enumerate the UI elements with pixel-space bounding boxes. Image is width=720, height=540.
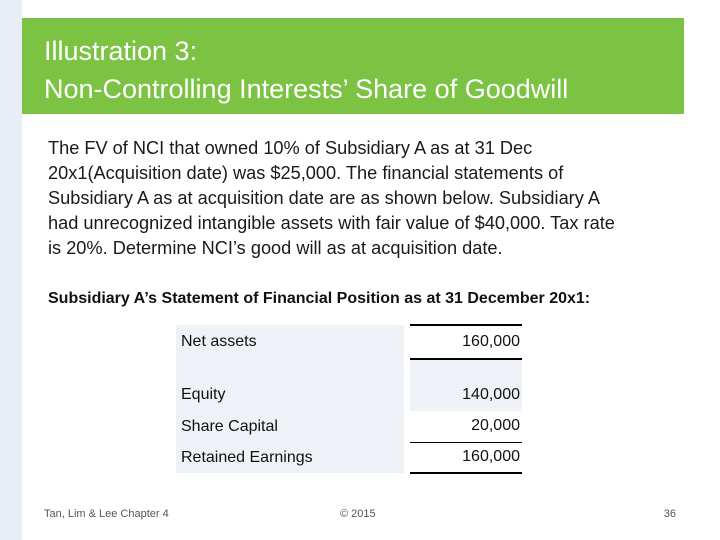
row-label: Retained Earnings [176,442,404,473]
left-accent-stripe [0,0,22,540]
page-number: 36 [663,508,676,520]
footer-source: Tan, Lim & Lee Chapter 4 [44,508,169,520]
intro-line: The FV of NCI that owned 10% of Subsidiary A as at 31 Dec [48,138,533,158]
table-row [176,442,522,473]
intro-line: 20x1(Acquisition date) was $25,000. The financial statements of [48,163,564,183]
row-value [410,359,522,379]
row-label [176,359,404,379]
table-heading: Subsidiary A’s Statement of Financial Position as at 31 December 20x1: [48,290,591,307]
financial-position-table [176,324,522,474]
table-row [176,379,522,411]
row-label: Share Capital [176,411,404,442]
footer-copyright: © 2015 [340,508,376,520]
row-value: 160,000 [410,325,522,359]
row-value: 160,000 [410,442,522,473]
row-label: Equity [176,379,404,411]
row-value: 140,000 [410,379,522,411]
intro-line: is 20%. Determine NCI’s good will as at acquisition date. [48,238,503,258]
table-row [176,359,522,379]
slide-title-line-1: Illustration 3: [44,36,198,66]
intro-paragraph [48,136,688,261]
intro-line: had unrecognized intangible assets with fair value of $40,000. Tax rate [48,213,615,233]
slide-title [44,32,684,108]
row-label: Net assets [176,325,404,359]
table-row [176,411,522,442]
table-row [176,325,522,359]
intro-line: Subsidiary A as at acquisition date are as shown below. Subsidiary A [48,188,601,208]
slide-title-line-2: Non-Controlling Interests’ Share of Goodwill [44,74,569,104]
row-value: 20,000 [410,411,522,442]
